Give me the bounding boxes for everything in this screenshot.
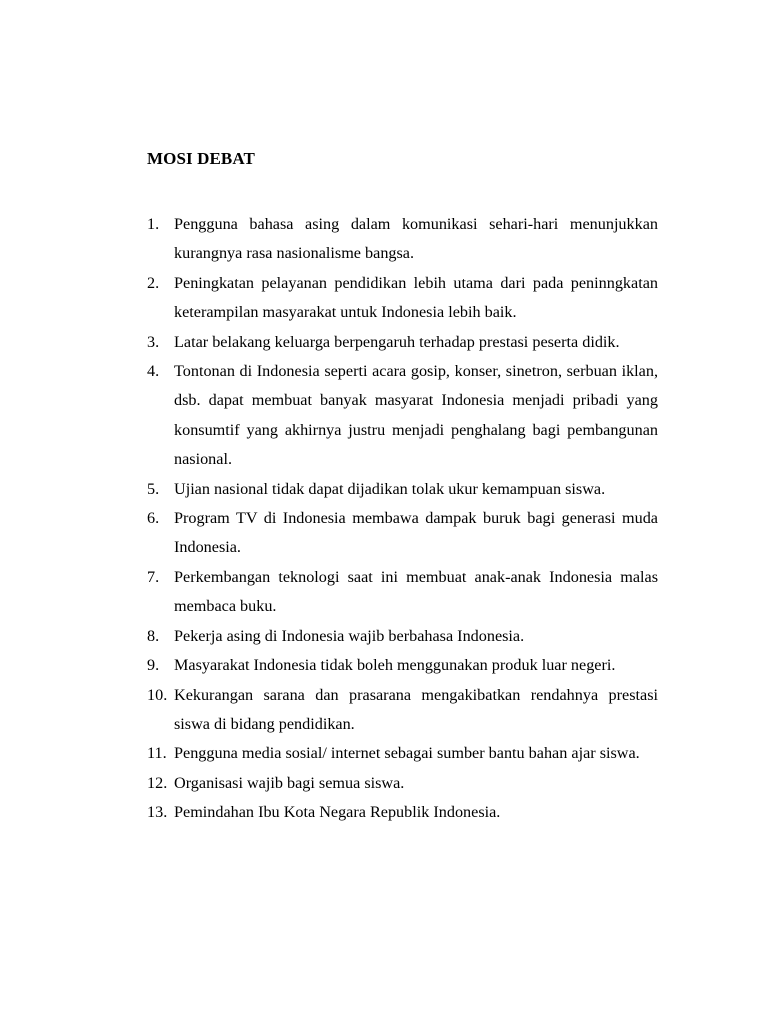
- list-item: [147, 475, 658, 504]
- list-item: [147, 210, 658, 269]
- list-item-number: 12.: [147, 773, 168, 792]
- document-title: MOSI DEBAT: [147, 149, 255, 169]
- list-item: [147, 651, 658, 680]
- list-item-number: 1.: [147, 215, 160, 233]
- list-item-text: Organisasi wajib bagi semua siswa.: [174, 773, 405, 792]
- list-item-text: Tontonan di Indonesia seperti acara gosip, konser, sinetron, serbuan iklan, dsb. dapat membuat banyak masyarat Indonesia menjadi pribadi yang konsumtif yang akhirnya justru menjadi penghalang bagi pembangunan nasional.: [174, 362, 658, 469]
- list-item-number: 13.: [147, 803, 168, 822]
- list-item: [147, 269, 658, 328]
- list-item-number: 10.: [147, 685, 168, 704]
- list-item: [147, 798, 658, 827]
- list-item-number: 5.: [147, 479, 160, 498]
- list-item-number: 4.: [147, 362, 160, 381]
- list-item-text: Peningkatan pelayanan pendidikan lebih utama dari pada peninngkatan keterampilan masyarakat untuk Indonesia lebih baik.: [174, 273, 658, 322]
- list-item: [147, 504, 658, 563]
- list-item-number: 11.: [147, 744, 167, 763]
- list-item-text: Kekurangan sarana dan prasarana mengakibatkan rendahnya prestasi siswa di bidang pendidikan.: [174, 685, 658, 733]
- list-item-text: Pekerja asing di Indonesia wajib berbahasa Indonesia.: [174, 626, 525, 645]
- list-item-text: Perkembangan teknologi saat ini membuat anak-anak Indonesia malas membaca buku.: [174, 567, 658, 616]
- list-item-number: 3.: [147, 332, 160, 351]
- list-item-text: Ujian nasional tidak dapat dijadikan tolak ukur kemampuan siswa.: [174, 479, 606, 498]
- list-item-text: Program TV di Indonesia membawa dampak buruk bagi generasi muda Indonesia.: [174, 509, 658, 557]
- list-item: [147, 681, 658, 740]
- list-item-text: Latar belakang keluarga berpengaruh terhadap prestasi peserta didik.: [174, 332, 620, 351]
- list-item-number: 9.: [147, 656, 160, 675]
- list-item-number: 7.: [147, 567, 160, 586]
- list-item: [147, 563, 658, 622]
- list-item-number: 8.: [147, 626, 160, 645]
- list-item-number: 2.: [147, 273, 160, 292]
- list-item: [147, 328, 658, 357]
- list-item-text: Masyarakat Indonesia tidak boleh menggunakan produk luar negeri.: [174, 656, 616, 675]
- list-item-text: Pengguna media sosial/ internet sebagai sumber bantu bahan ajar siswa.: [174, 744, 640, 763]
- list-item-text: Pengguna bahasa asing dalam komunikasi sehari-hari menunjukkan kurangnya rasa nasionalisme bangsa.: [174, 215, 658, 263]
- list-item: [147, 739, 658, 768]
- list-item: [147, 622, 658, 651]
- list-item: [147, 769, 658, 798]
- list-item: [147, 357, 658, 475]
- debate-motion-list: [147, 210, 658, 828]
- list-item-text: Pemindahan Ibu Kota Negara Republik Indonesia.: [174, 803, 501, 822]
- list-item-number: 6.: [147, 509, 160, 528]
